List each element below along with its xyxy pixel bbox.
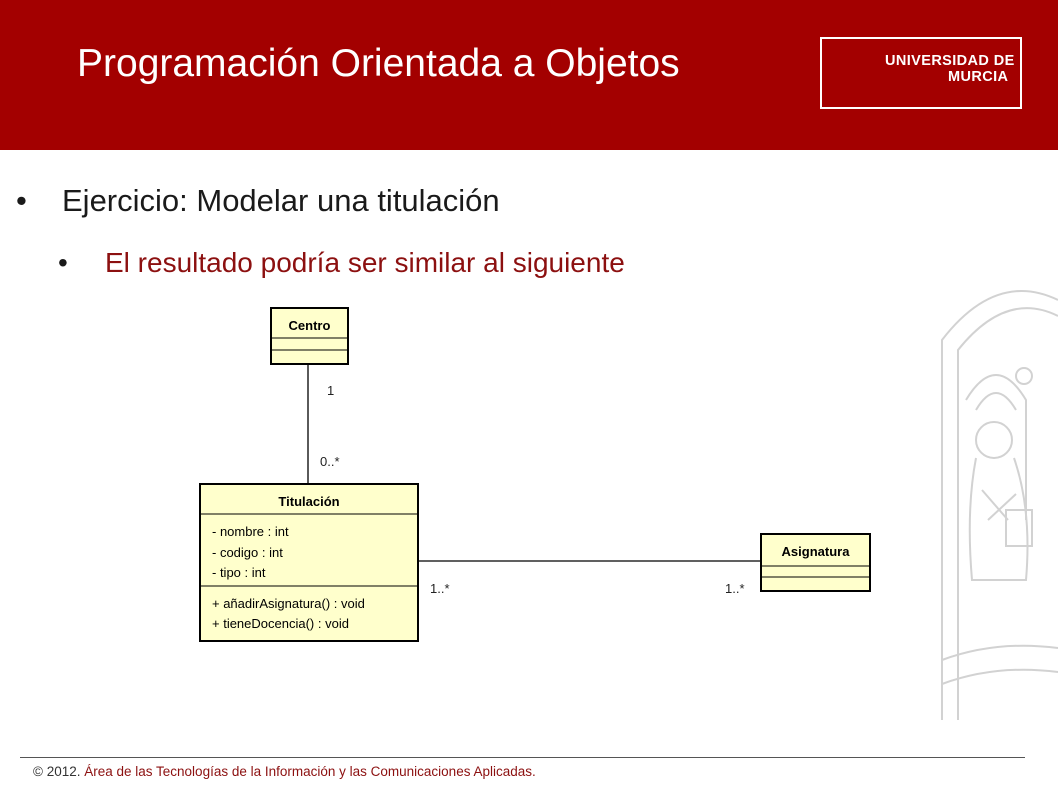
bullet-marker: •	[16, 183, 27, 218]
class-name: Titulación	[278, 494, 340, 509]
bullet-text: Ejercicio: Modelar una titulación	[62, 183, 500, 218]
class-titulacion[interactable]	[200, 484, 418, 641]
attribute-codigo: - codigo : int	[212, 545, 283, 560]
footer-divider	[20, 757, 1025, 758]
multiplicity-titulacion-end: 0..*	[320, 454, 340, 469]
footer-text: Área de las Tecnologías de la Información y las Comunicaciones Aplicadas.	[84, 764, 536, 779]
bullet-text: El resultado podría ser similar al siguiente	[105, 247, 625, 278]
class-centro[interactable]	[271, 308, 348, 364]
class-asignatura[interactable]	[761, 534, 870, 591]
class-name: Asignatura	[781, 544, 850, 559]
footer-prefix: © 2012.	[33, 764, 85, 779]
multiplicity-titulacion-side: 1..*	[430, 581, 450, 596]
attribute-tipo: - tipo : int	[212, 565, 266, 580]
bullet-marker: •	[58, 247, 68, 278]
method-tiene-docencia: + tieneDocencia() : void	[212, 616, 349, 631]
method-anadir-asignatura: + añadirAsignatura() : void	[212, 596, 365, 611]
multiplicity-centro-end: 1	[327, 383, 335, 398]
footer-copyright	[33, 764, 536, 779]
class-name: Centro	[288, 318, 331, 333]
slide-title: Programación Orientada a Objetos	[77, 42, 680, 85]
attribute-nombre: - nombre : int	[212, 524, 289, 539]
logo-line-1: UNIVERSIDAD DE	[885, 53, 1015, 69]
logo-line-2: MURCIA	[948, 69, 1009, 85]
multiplicity-asignatura-side: 1..*	[725, 581, 745, 596]
